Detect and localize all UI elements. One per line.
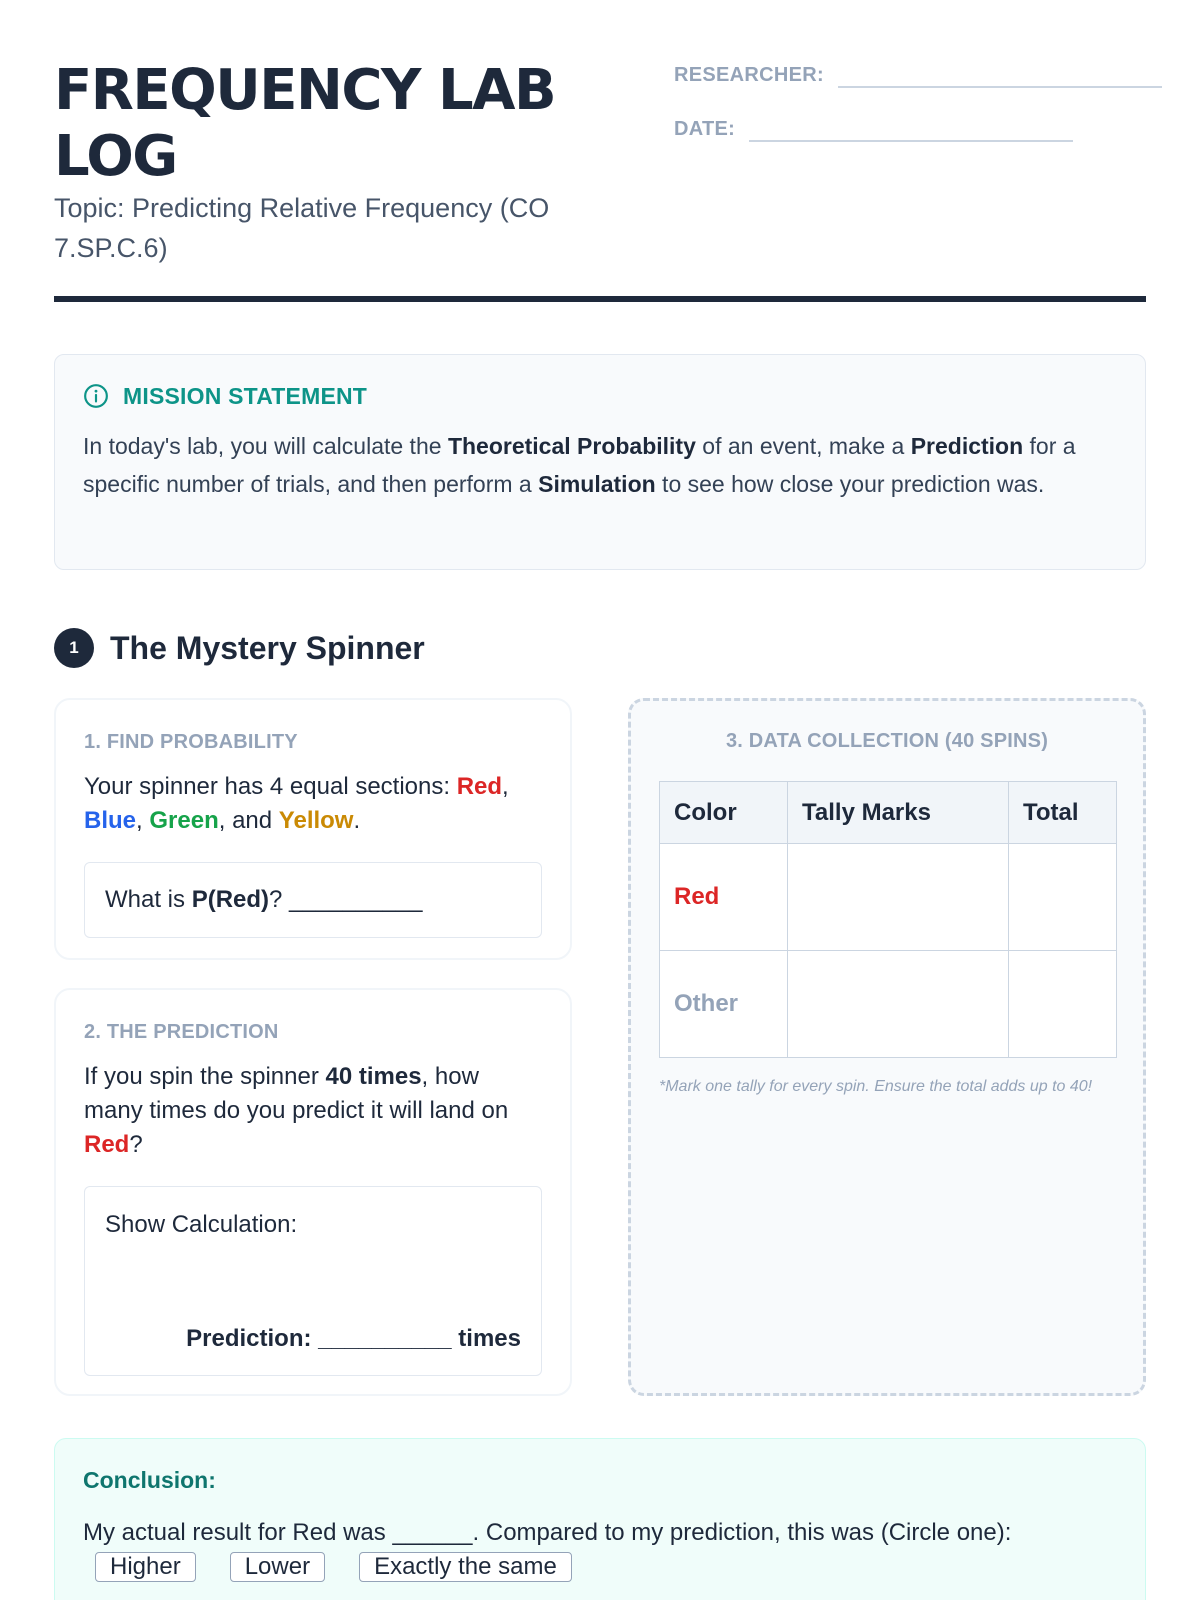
column-header-color: Color: [660, 782, 788, 844]
mission-statement-box: [54, 354, 1146, 570]
option-exactly-same[interactable]: Exactly the same: [359, 1552, 572, 1582]
option-higher[interactable]: Higher: [95, 1552, 196, 1582]
column-header-total: Total: [1009, 782, 1117, 844]
data-collection-title: 3. DATA COLLECTION (40 SPINS): [725, 730, 1049, 752]
date-input-line[interactable]: [749, 114, 1073, 142]
text-part: ,: [136, 807, 150, 834]
question-term: P(Red): [191, 886, 270, 913]
column-header-tally: Tally Marks: [788, 782, 1009, 844]
calculation-box[interactable]: [84, 1186, 542, 1376]
topic-subtitle: Topic: Predicting Relative Frequency (CO 7.SP.C.6): [54, 193, 550, 263]
color-red-label: Red: [84, 1131, 130, 1158]
circle-options: [95, 1552, 1117, 1582]
mission-title: MISSION STATEMENT: [123, 382, 368, 409]
table-row: [660, 951, 1117, 1058]
text-part: , and: [218, 807, 279, 834]
page-title: FREQUENCY LAB LOG: [54, 58, 556, 189]
mission-text: [83, 427, 1117, 503]
text-part: ?: [129, 1131, 143, 1158]
total-cell-other[interactable]: [1009, 951, 1117, 1058]
tally-instructions-note: *Mark one tally for every spin. Ensure the total adds up to 40!: [659, 1078, 1093, 1095]
spinner-description: [84, 770, 542, 838]
data-collection-panel: [628, 698, 1146, 1396]
row-label-other: Other: [660, 951, 788, 1058]
researcher-field: [674, 60, 1162, 88]
conclusion-title: Conclusion:: [83, 1467, 216, 1493]
option-lower[interactable]: Lower: [230, 1552, 325, 1582]
header: [54, 58, 1146, 298]
color-green-label: Green: [149, 807, 219, 834]
tally-cell-other[interactable]: [788, 951, 1009, 1058]
mission-bold-term: Simulation: [538, 471, 656, 497]
conclusion-box: [54, 1438, 1146, 1600]
row-label-red: Red: [660, 844, 788, 951]
trial-count: 40 times: [325, 1063, 422, 1090]
text-part: ,: [502, 773, 509, 800]
tally-table: [659, 781, 1117, 1058]
calculation-label: Show Calculation:: [105, 1211, 298, 1238]
section-title: The Mystery Spinner: [110, 629, 425, 666]
researcher-label: RESEARCHER:: [674, 64, 824, 86]
card-label: 2. THE PREDICTION: [84, 1021, 279, 1043]
mission-heading: [83, 381, 1117, 411]
info-icon: [83, 383, 109, 409]
mission-bold-term: Theoretical Probability: [447, 433, 696, 459]
mission-text-part: of an event, make a: [695, 433, 911, 459]
tally-cell-red[interactable]: [788, 844, 1009, 951]
color-blue-label: Blue: [84, 807, 137, 834]
mission-text-part: for a specific number of trials, and then perform a: [83, 433, 1076, 497]
text-part: If you spin the spinner: [84, 1063, 326, 1090]
mission-text-part: to see how close your prediction was.: [655, 471, 1045, 497]
worksheet-page: [54, 0, 1146, 1600]
prediction-question: [84, 1060, 542, 1162]
text-part: .: [353, 807, 361, 834]
mission-text-part: In today's lab, you will calculate the: [83, 433, 448, 459]
researcher-input-line[interactable]: [838, 60, 1162, 88]
color-red-label: Red: [456, 773, 503, 800]
date-label: DATE:: [674, 118, 736, 140]
table-header-row: [660, 782, 1117, 844]
section-heading: [54, 628, 425, 668]
conclusion-text: My actual result for Red was ______. Compared to my prediction, this was (Circle one):: [83, 1519, 1012, 1546]
table-row: [660, 844, 1117, 951]
card-label: 1. FIND PROBABILITY: [84, 731, 298, 753]
header-divider: [54, 296, 1146, 302]
question-text: What is: [105, 886, 186, 913]
text-part: , how many times do you predict it will land on: [84, 1063, 509, 1124]
prediction-answer-line: Prediction: __________ times: [186, 1325, 521, 1352]
mission-bold-term: Prediction: [910, 433, 1024, 459]
text-part: Your spinner has 4 equal sections:: [84, 773, 457, 800]
date-field: [674, 114, 1073, 142]
find-probability-card: [54, 698, 572, 960]
section-number-badge: 1: [54, 628, 94, 668]
prediction-card: [54, 988, 572, 1396]
color-yellow-label: Yellow: [278, 807, 354, 834]
probability-answer-box[interactable]: [84, 862, 542, 938]
total-cell-red[interactable]: [1009, 844, 1117, 951]
answer-blank: ? __________: [269, 886, 423, 913]
